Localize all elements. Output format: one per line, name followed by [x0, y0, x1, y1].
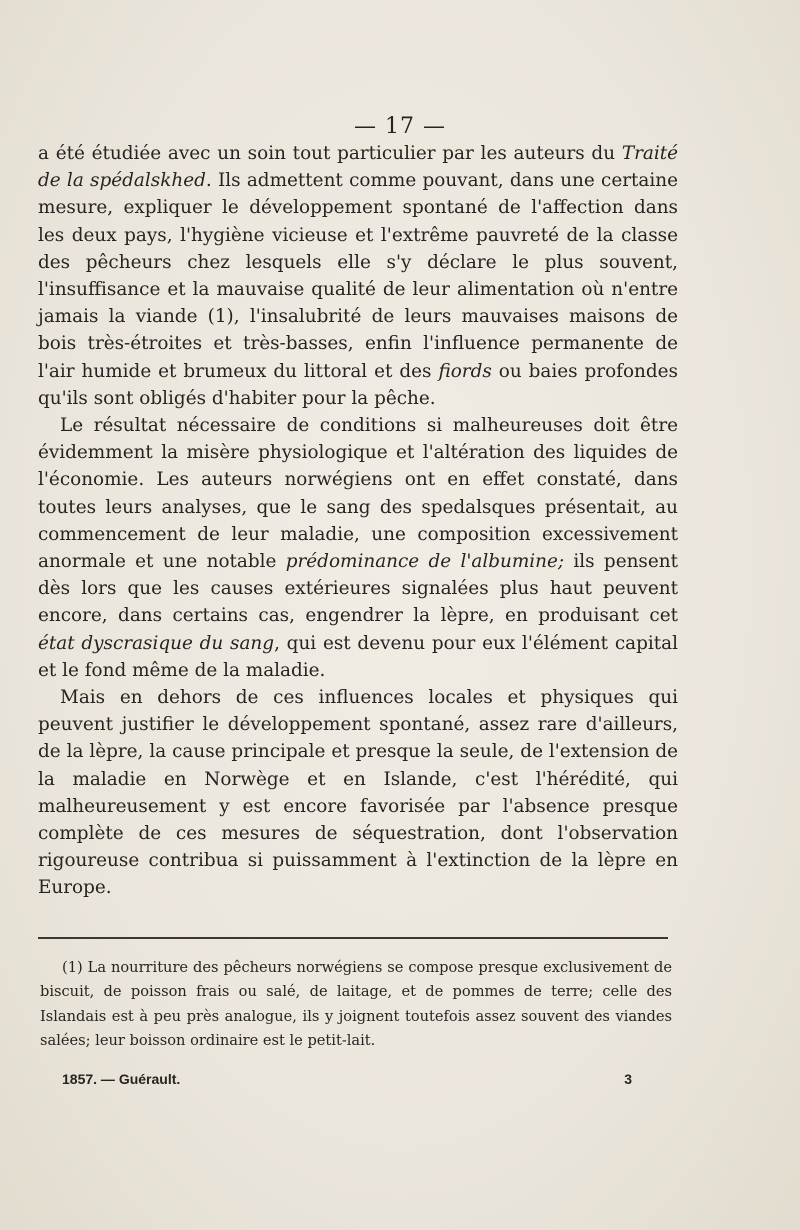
footnote: [40, 956, 672, 1054]
paragraph-1-italic-2: fiords: [438, 360, 492, 382]
paragraph-1-text-1: a été étudiée avec un soin tout particulier par les auteurs du: [38, 143, 622, 164]
paragraph-2-italic-1: prédominance de l'albumine;: [285, 551, 565, 573]
paragraph-1: [38, 140, 678, 412]
footnote-separator: [38, 937, 668, 939]
footnote-text: (1) La nourriture des pêcheurs norwégiens se compose presque exclusivement de biscuit, de poisson frais ou salé, de laitage, et de pommes de terre; celle des Islandais est à peu près analogue, ils y joignent toutefois assez souvent des viandes salées; leur boisson ordinaire est le petit-lait.: [40, 959, 672, 1050]
body-text: [38, 140, 678, 902]
signature-line: [62, 1071, 632, 1087]
signature-sheet-number: 3: [624, 1071, 632, 1087]
paragraph-3-text-1: Mais en dehors de ces influences locales et physiques qui peuvent justifier le développement spontané, assez rare d'ailleurs, de la lèpre, la cause principale et presque la seule, de l'extension de la maladie en Norwège et en Islande, c'est l'hérédité, qui malheureusement y est encore favorisée par l'absence presque complète de ces mesures de séquestration, dont l'observation rigoureuse contribua si puissamment à l'extinction de la lèpre en Europe.: [38, 687, 678, 899]
paragraph-2-italic-2: état dyscrasique du sang: [38, 632, 275, 654]
signature-author: 1857. — Guérault.: [62, 1071, 181, 1087]
paragraph-2-text-2: ils pensent dès lors que les causes extérieures signalées plus haut peuvent encore, dans certains cas, engendrer la lèpre, en produisant cet: [38, 551, 678, 627]
paragraph-2-text-3: , qui est devenu pour eux l'élément capital et le fond même de la maladie.: [38, 632, 678, 681]
paragraph-2-text-1: Le résultat nécessaire de conditions si malheureuses doit être évidemment la misère physiologique et l'altération des liquides de l'économie. Les auteurs norwégiens ont en effet constaté, dans toutes leurs analyses, que le sang des spedalsques présentait, au commencement de leur maladie, une composition excessivement anormale et une notable: [38, 415, 678, 573]
page-number: — 17 —: [354, 114, 446, 139]
paragraph-1-text-2: . Ils admettent comme pouvant, dans une certaine mesure, expliquer le développement spontané de l'affection dans les deux pays, l'hygiène vicieuse et l'extrême pauvreté de la classe des pêcheurs chez lesquels elle s'y déclare le plus souvent, l'insuffisance et la mauvaise qualité de leur alimentation où n'entre jamais la viande (1), l'insalubrité de leurs mauvaises maisons de bois très-étroites et très-basses, enfin l'influence permanente de l'air humide et brumeux du littoral et des: [38, 170, 678, 382]
paragraph-2: [38, 412, 678, 684]
paragraph-1-text-3: ou baies profondes qu'ils sont obligés d'habiter pour la pêche.: [38, 360, 678, 409]
paragraph-1-italic-1: Traité de la spédalskhed: [38, 143, 678, 192]
paragraph-3: [38, 684, 678, 902]
